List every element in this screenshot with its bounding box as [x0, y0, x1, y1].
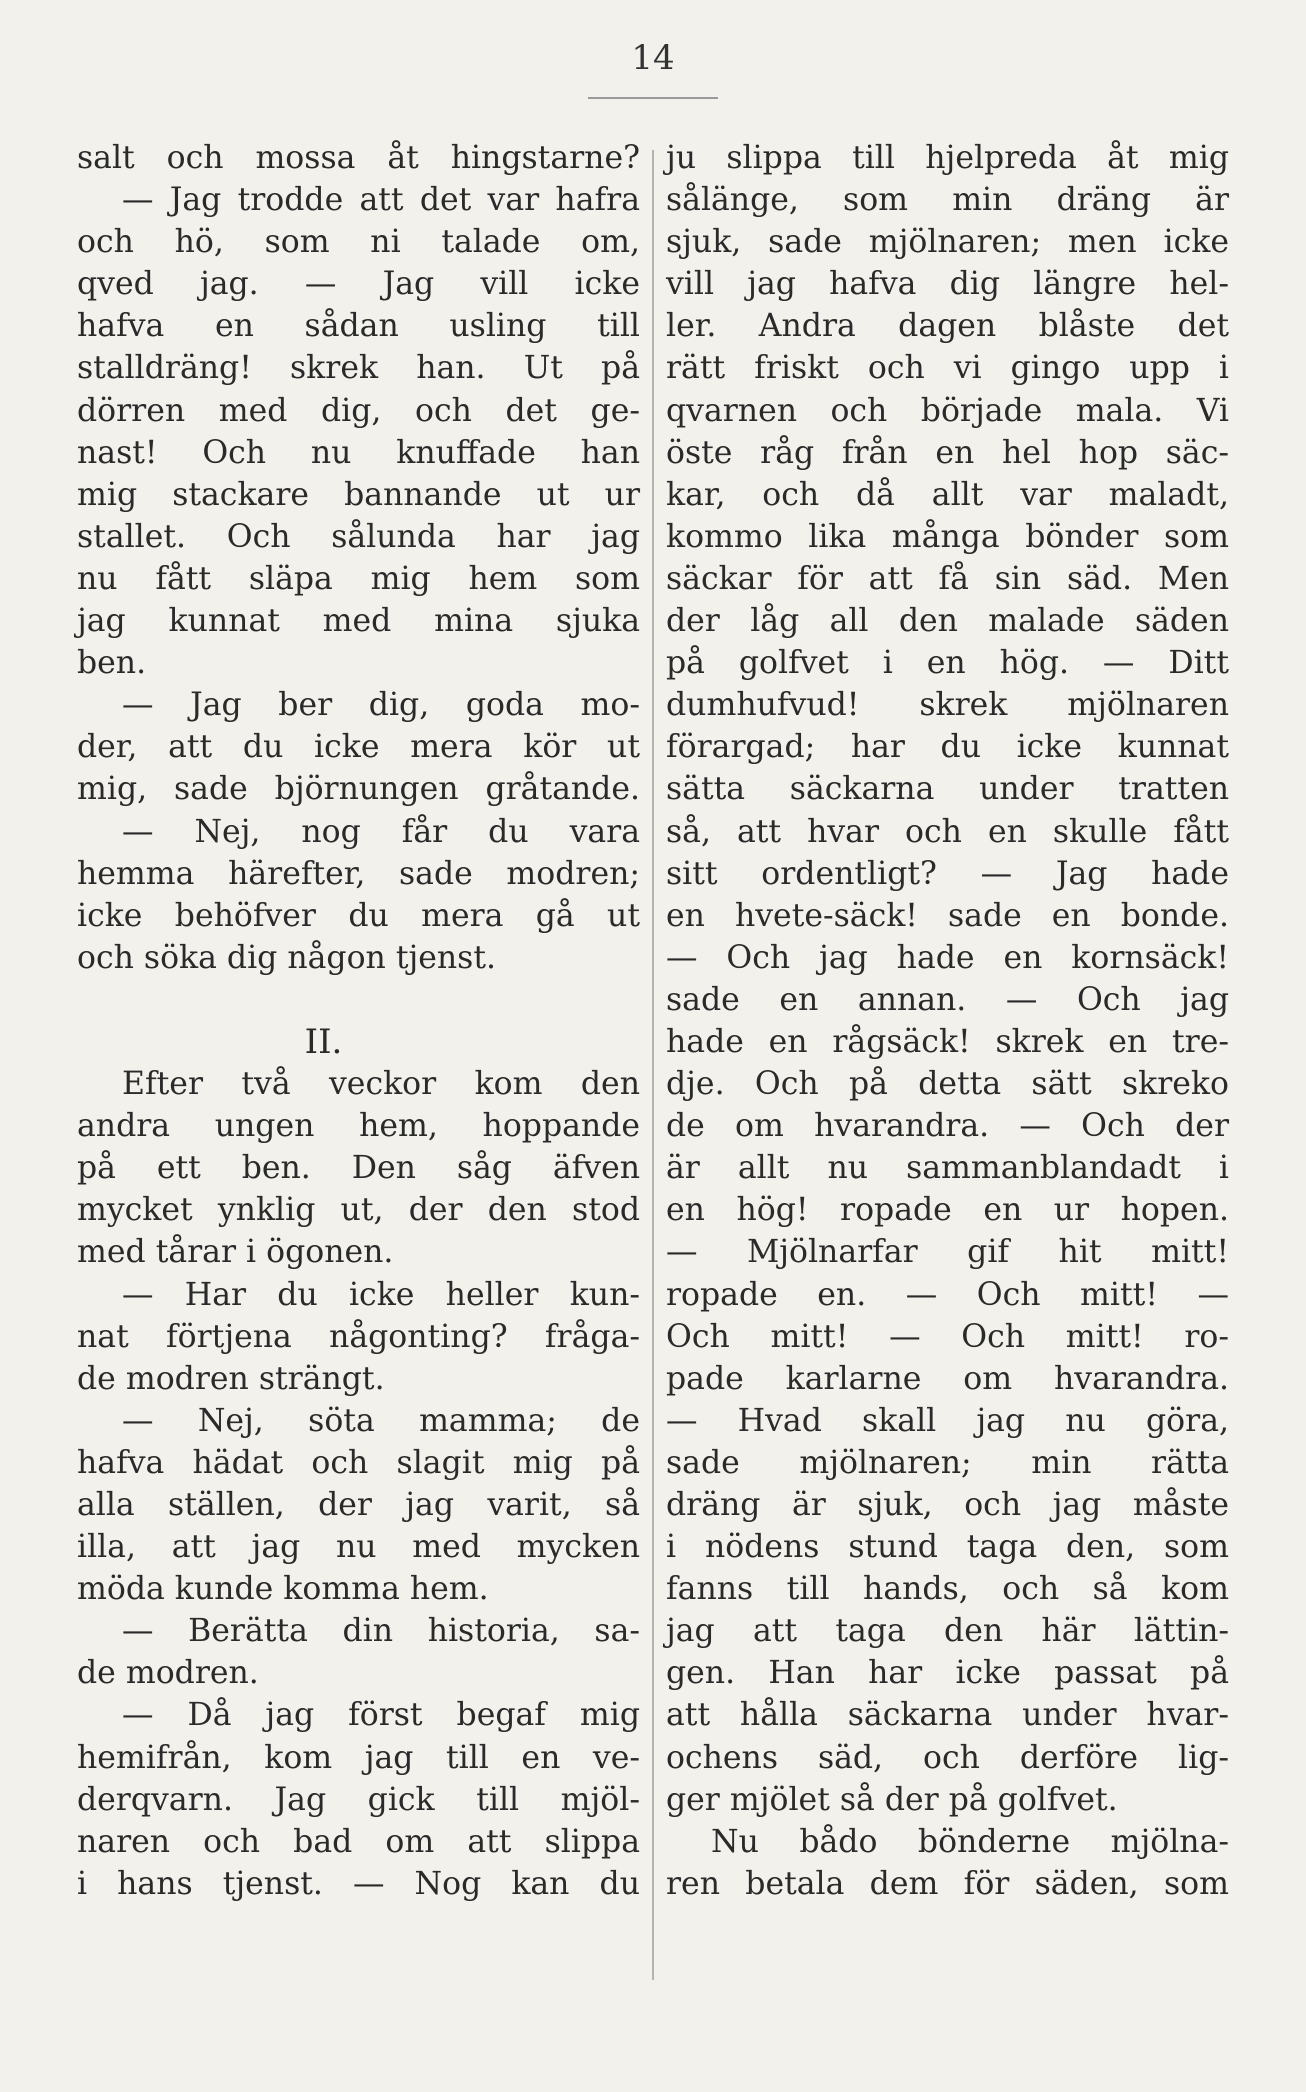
page-number: 14	[631, 38, 675, 78]
text-line: jag att taga den här lättin-	[666, 1613, 1229, 1650]
text-line: på golfvet i en hög. — Ditt	[666, 645, 1229, 682]
text-line: ger mjölet så der på golfvet.	[666, 1781, 1118, 1818]
text-line: gen. Han har icke passat på	[666, 1655, 1229, 1692]
text-line: en hvete-säck! sade en bonde.	[666, 897, 1229, 934]
text-line: hemifrån, kom jag till en ve-	[77, 1739, 640, 1776]
text-line: dräng är sjuk, och jag måste	[666, 1487, 1229, 1523]
text-line: på ett ben. Den såg äfven	[77, 1150, 640, 1187]
text-line: Och mitt! — Och mitt! ro-	[666, 1318, 1229, 1355]
text-line: sjuk, sade mjölnaren; men icke	[666, 224, 1229, 261]
text-line: andra ungen hem, hoppande	[77, 1108, 640, 1145]
text-line: så, att hvar och en skulle fått	[666, 813, 1229, 850]
text-line: — Mjölnarfar gif hit mitt!	[666, 1234, 1229, 1271]
text-line: naren och bad om att slippa	[77, 1823, 640, 1860]
text-line: illa, att jag nu med mycken	[77, 1529, 640, 1566]
text-line: möda kunde komma hem.	[77, 1571, 489, 1608]
text-line: vill jag hafva dig längre hel-	[666, 266, 1229, 303]
text-line: nast! Och nu knuffade han	[77, 434, 640, 471]
text-line: sätta säckarna under tratten	[666, 771, 1229, 808]
text-line: och söka dig någon tjenst.	[77, 939, 497, 976]
text-line: med tårar i ögonen.	[77, 1234, 394, 1271]
text-line: en hög! ropade en ur hopen.	[666, 1192, 1229, 1229]
text-line: mig stackare bannande ut ur	[77, 476, 640, 513]
text-line: dumhufvud! skrek mjölnaren	[666, 687, 1229, 724]
text-line: de om hvarandra. — Och der	[666, 1108, 1229, 1145]
text-line: pade karlarne om hvarandra.	[666, 1360, 1229, 1397]
text-line: ben.	[77, 645, 147, 682]
text-line: sålänge, som min dräng är	[666, 182, 1229, 219]
text-line: sitt ordentligt? — Jag hade	[666, 855, 1229, 892]
text-line: kommo lika många bönder som	[666, 518, 1229, 555]
right-column	[666, 137, 1229, 1905]
text-line: mig, sade björnungen gråtande.	[77, 771, 640, 808]
text-line: — Jag ber dig, goda mo-	[122, 687, 640, 724]
text-line: dörren med dig, och det ge-	[77, 392, 640, 429]
text-line: och hö, som ni talade om,	[77, 224, 640, 261]
text-line: der låg all den malade säden	[666, 603, 1229, 640]
text-line: ren betala dem för säden, som	[666, 1865, 1229, 1902]
text-line: — Då jag först begaf mig	[122, 1697, 640, 1734]
text-line: ju slippa till hjelpreda åt mig	[666, 140, 1229, 176]
text-line: nu fått släpa mig hem som	[77, 560, 640, 597]
text-line: Efter två veckor kom den	[122, 1066, 640, 1103]
text-line: ler. Andra dagen blåste det	[666, 308, 1229, 345]
text-line: sade en annan. — Och jag	[666, 981, 1229, 1018]
text-line: öste råg från en hel hop säc-	[666, 434, 1229, 471]
left-column	[77, 137, 640, 1905]
text-line: förargad; har du icke kunnat	[666, 729, 1229, 766]
text-line: kar, och då allt var maladt,	[666, 476, 1229, 513]
text-line: — Och jag hade en kornsäck!	[666, 939, 1229, 976]
page-number-rule	[588, 97, 718, 99]
text-line: — Nej, söta mamma; de	[122, 1402, 640, 1439]
text-line	[77, 979, 640, 1021]
text-line: — Har du icke heller kun-	[122, 1276, 640, 1313]
text-line: de modren.	[77, 1655, 259, 1692]
text-line: sade mjölnaren; min rätta	[666, 1444, 1229, 1481]
text-line: nat förtjena någonting? fråga-	[77, 1318, 640, 1355]
text-line: qvarnen och började mala. Vi	[666, 392, 1229, 429]
text-line: i nödens stund taga den, som	[666, 1529, 1229, 1566]
text-line: qved jag. — Jag vill icke	[77, 266, 640, 303]
text-line: säckar för att få sin säd. Men	[666, 560, 1229, 597]
text-line: — Jag trodde att det var hafra	[122, 182, 640, 219]
text-line: rätt friskt och vi gingo upp i	[666, 350, 1229, 387]
text-line: Nu bådo bönderne mjölna-	[711, 1823, 1229, 1860]
text-line: att hålla säckarna under hvar-	[666, 1697, 1229, 1734]
column-divider	[652, 150, 654, 1980]
text-line: ropade en. — Och mitt! —	[666, 1276, 1229, 1313]
text-line: ochens säd, och derföre lig-	[666, 1739, 1229, 1776]
text-line: — Nej, nog får du vara	[122, 813, 640, 850]
section-heading: II.	[304, 1021, 343, 1062]
text-line: mycket ynklig ut, der den stod	[77, 1192, 640, 1229]
text-line: fanns till hands, och så kom	[666, 1571, 1229, 1608]
text-line: dje. Och på detta sätt skreko	[666, 1066, 1229, 1103]
text-line: — Berätta din historia, sa-	[122, 1613, 640, 1650]
text-line: salt och mossa åt hingstarne?	[77, 140, 640, 176]
text-line: de modren strängt.	[77, 1360, 385, 1397]
text-line: stalldräng! skrek han. Ut på	[77, 350, 640, 387]
text-line: der, att du icke mera kör ut	[77, 729, 640, 766]
text-line: är allt nu sammanblandadt i	[666, 1150, 1229, 1187]
text-line: hade en rågsäck! skrek en tre-	[666, 1023, 1229, 1060]
text-line: hafva en sådan usling till	[77, 308, 640, 345]
text-line: hemma härefter, sade modren;	[77, 855, 640, 892]
text-line: jag kunnat med mina sjuka	[77, 603, 640, 640]
text-line: i hans tjenst. — Nog kan du	[77, 1865, 640, 1902]
text-line: stallet. Och sålunda har jag	[77, 518, 640, 555]
text-line: hafva hädat och slagit mig på	[77, 1444, 640, 1481]
text-line: derqvarn. Jag gick till mjöl-	[77, 1781, 640, 1818]
text-line: — Hvad skall jag nu göra,	[666, 1402, 1229, 1439]
text-line: alla ställen, der jag varit, så	[77, 1487, 640, 1523]
text-line: icke behöfver du mera gå ut	[77, 897, 640, 934]
